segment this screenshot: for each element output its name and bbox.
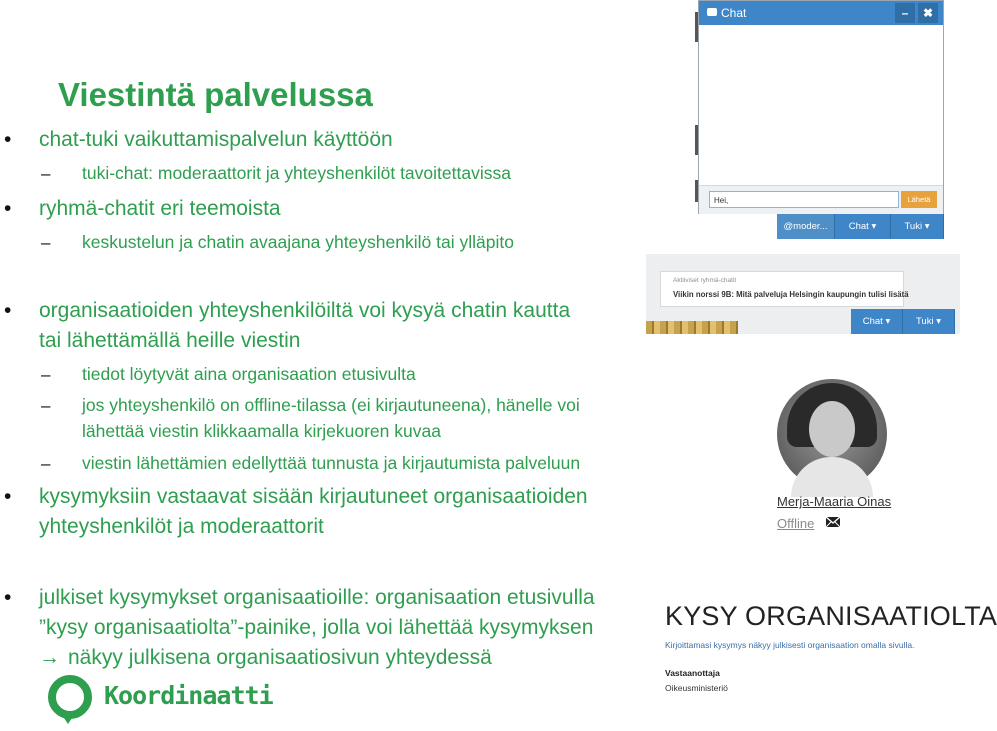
group-chats-label: Aktiiviset ryhmä-chatit bbox=[673, 277, 737, 284]
chat-tab[interactable]: Chat ▾ bbox=[835, 214, 891, 239]
dash-glyph: – bbox=[41, 454, 51, 473]
bullet-text-line2: tai lähettämällä heille viestin bbox=[39, 329, 301, 352]
kysy-subtitle: Kirjoittamasi kysymys näkyy julkisesti organisaation omalla sivulla. bbox=[665, 640, 915, 650]
bullet-item bbox=[0, 482, 660, 542]
chat-bubble-icon bbox=[707, 8, 717, 16]
avatar-body bbox=[791, 457, 873, 497]
bullet-text-line1: kysymyksiin vastaavat sisään kirjautuneet organisaatioiden bbox=[39, 485, 588, 508]
chat-messages bbox=[699, 25, 943, 185]
envelope-icon[interactable] bbox=[826, 517, 840, 527]
sub-bullet-item bbox=[0, 361, 660, 388]
bullet-text: ryhmä-chatit eri teemoista bbox=[39, 197, 281, 220]
sub-bullet-text: viestin lähettämien edellyttää tunnusta ja kirjautumista palveluun bbox=[82, 453, 581, 473]
bullet-text: chat-tuki vaikuttamispalvelun käyttöön bbox=[39, 128, 393, 151]
bullet-item bbox=[0, 583, 660, 673]
slide-title: Viestintä palvelussa bbox=[58, 76, 373, 113]
sub-bullet-text-line2: lähettää viestin klikkaamalla kirjekuoren kuvaa bbox=[82, 421, 441, 441]
bullet-glyph: • bbox=[4, 586, 12, 609]
support-tab[interactable]: Tuki ▾ bbox=[903, 309, 955, 334]
bullet-text-line2: ”kysy organisaatiolta”-painike, jolla voi lähettää kysymyksen bbox=[39, 616, 594, 639]
support-tab[interactable]: Tuki ▾ bbox=[891, 214, 944, 239]
bullet-item bbox=[0, 296, 660, 356]
sub-bullet-text-line1: jos yhteyshenkilö on offline-tilassa (ei kirjautuneena), hänelle voi bbox=[82, 395, 580, 415]
bullet-glyph: • bbox=[4, 128, 12, 151]
close-button[interactable]: ✖ bbox=[918, 3, 938, 23]
sub-bullet-item bbox=[0, 229, 660, 256]
bullet-text-line2: yhteyshenkilöt ja moderaattorit bbox=[39, 515, 324, 538]
bullet-glyph: • bbox=[4, 197, 12, 220]
logo-tail bbox=[60, 712, 76, 724]
bullet-glyph: • bbox=[4, 485, 12, 508]
moderator-chat-tab[interactable]: @moder... bbox=[777, 214, 835, 239]
dash-glyph: – bbox=[41, 233, 51, 252]
bullet-glyph: • bbox=[4, 299, 12, 322]
chat-header bbox=[699, 1, 943, 25]
chat-footer bbox=[699, 185, 943, 214]
bullet-text-line1: julkiset kysymykset organisaatioille: organisaation etusivulla bbox=[39, 586, 595, 609]
chat-tab[interactable]: Chat ▾ bbox=[851, 309, 903, 334]
contact-name-link[interactable]: Merja-Maaria Oinas bbox=[777, 494, 892, 509]
sub-bullet-text: keskustelun ja chatin avaajana yhteyshenkilö tai ylläpito bbox=[82, 232, 514, 252]
group-chat-item[interactable]: Viikin norssi 9B: Mitä palveluja Helsingin kaupungin tulisi lisätä bbox=[673, 290, 909, 299]
recipient-value: Oikeusministeriö bbox=[665, 683, 728, 693]
status-offline: Offline bbox=[777, 516, 815, 531]
group-chat-card[interactable] bbox=[660, 271, 909, 307]
kysy-heading: KYSY ORGANISAATIOLTA bbox=[665, 601, 997, 631]
chat-title: Chat bbox=[721, 6, 747, 20]
bullet-text-line3: näkyy julkisena organisaatiosivun yhteydessä bbox=[68, 646, 492, 669]
sub-bullet-text: tiedot löytyvät aina organisaation etusivulta bbox=[82, 364, 416, 384]
decorative-strip bbox=[646, 321, 738, 334]
sub-bullet-item bbox=[0, 450, 670, 477]
arrow-icon: → bbox=[39, 646, 60, 669]
avatar-face bbox=[809, 401, 855, 457]
chat-message-input[interactable]: Hei, bbox=[709, 191, 899, 208]
dash-glyph: – bbox=[41, 164, 51, 183]
minimize-button[interactable]: – bbox=[895, 3, 915, 23]
send-button[interactable]: Lähetä bbox=[901, 191, 937, 208]
bullet-text-line1: organisaatioiden yhteyshenkilöiltä voi kysyä chatin kautta bbox=[39, 299, 571, 322]
bullet-item bbox=[0, 194, 660, 224]
koordinaatti-logo-text: Koordinaatti bbox=[104, 681, 273, 710]
bullet-item bbox=[0, 125, 660, 155]
recipient-label: Vastaanottaja bbox=[665, 668, 720, 678]
dash-glyph: – bbox=[41, 365, 51, 384]
sub-bullet-item bbox=[0, 160, 660, 187]
sub-bullet-item bbox=[0, 392, 670, 446]
chat-window bbox=[698, 0, 944, 214]
avatar bbox=[777, 379, 887, 489]
sub-bullet-text: tuki-chat: moderaattorit ja yhteyshenkilöt tavoitettavissa bbox=[82, 163, 511, 183]
dash-glyph: – bbox=[41, 396, 51, 415]
